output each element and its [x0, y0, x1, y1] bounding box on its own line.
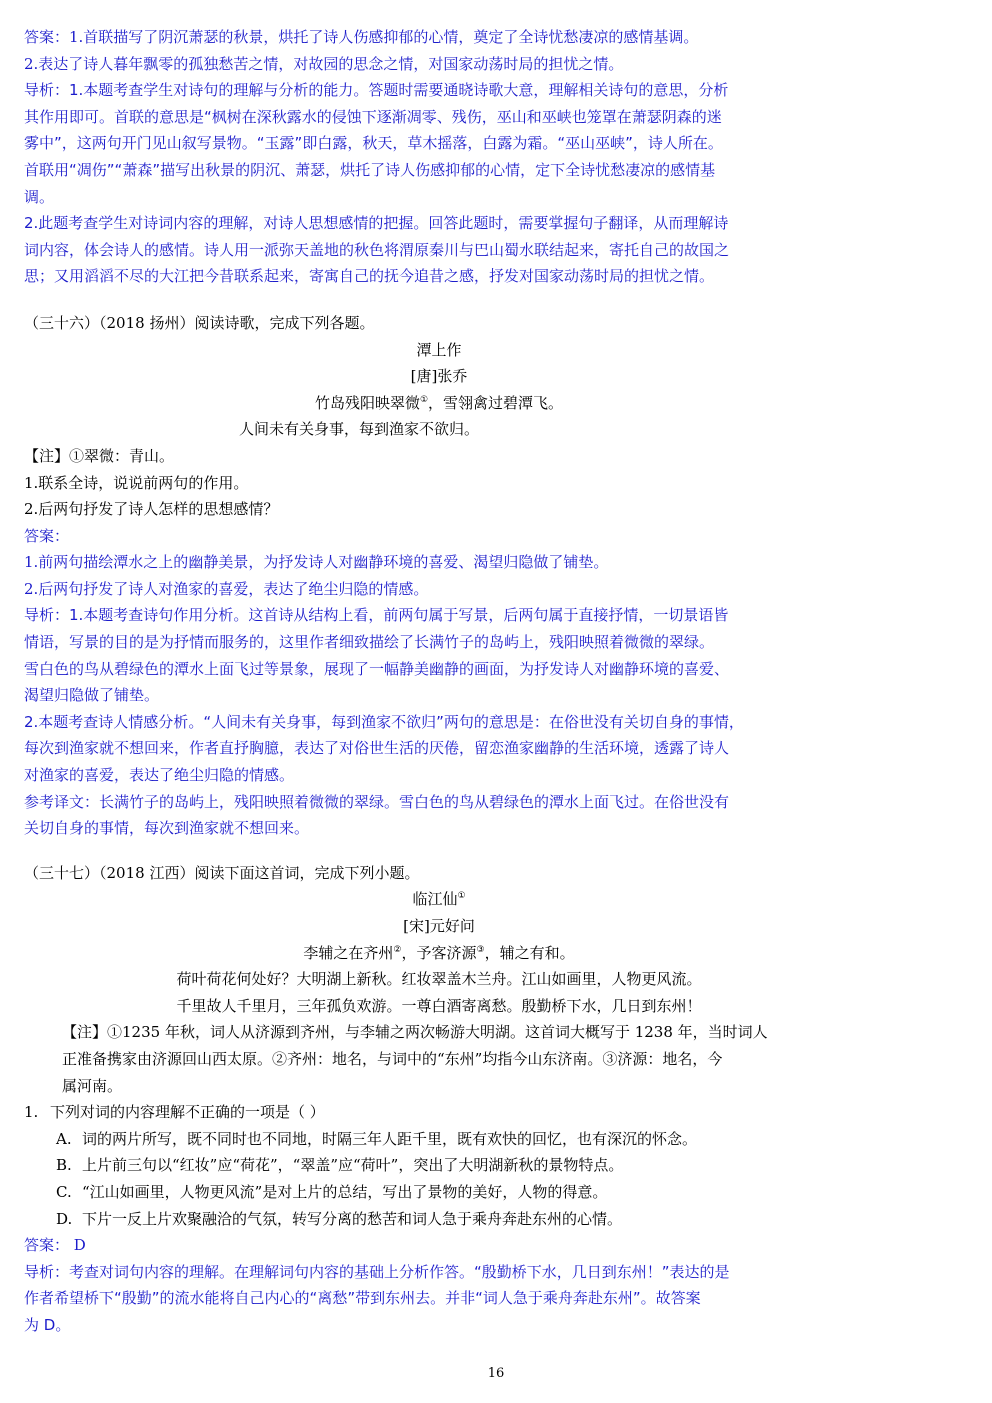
answer-line: 答案：1.首联描写了阴沉萧瑟的秋景，烘托了诗人伤感抑郁的心情，奠定了全诗忧愁凄凉的感情基调。: [24, 28, 699, 46]
note-marker: ③: [476, 944, 485, 955]
preface-text: ，辅之有和。: [484, 943, 575, 962]
option-c: [24, 1179, 854, 1206]
sec37-heading: （三十七）（2018 江西）阅读下面这首词，完成下列小题。: [24, 863, 420, 882]
note-line: 【注】①1235 年秋，词人从济源到齐州，与李辅之两次畅游大明湖。这首词大概写于 1238 年，当时词人: [62, 1023, 768, 1042]
option-letter: C.: [56, 1182, 72, 1201]
note-marker: ②: [393, 944, 402, 955]
poem-author: [唐]张乔: [410, 367, 468, 386]
analysis-line: 渴望归隐做了铺垫。: [24, 686, 160, 705]
poem-stanza: 千里故人千里月，三年孤负欢游。一尊白酒寄离愁。殷勤桥下水，几日到东州！: [176, 996, 702, 1015]
analysis-line: 情语，写景的目的是为抒情而服务的，这里作者细致描绘了长满竹子的岛屿上，残阳映照着微微的翠绿。: [24, 633, 715, 652]
poem-title: 潭上作: [416, 340, 462, 359]
sec37-analysis: [24, 1259, 854, 1339]
analysis-line: 词内容，体会诗人的感情。诗人用一派弥天盖地的秋色将渭原秦川与巴山蜀水联结起来，寄托自己的故国之: [24, 240, 730, 259]
poem-title-text: 临江仙: [412, 890, 458, 909]
options-list: [24, 1126, 854, 1232]
page-number: 16: [487, 1366, 505, 1381]
note-marker: ①: [457, 891, 466, 902]
poem-stanza: 荷叶荷花何处好？大明湖上新秋。红妆翠盖木兰舟。江山如画里，人物更风流。: [176, 970, 702, 989]
analysis-line: 作者希望桥下“殷勤”的流水能将自己内心的“离愁”带到东州去。并非“词人急于乘舟奔赴东州”。故答案: [24, 1289, 701, 1308]
option-a: [24, 1126, 854, 1153]
poem-note: 【注】①翠微：青山。: [24, 446, 175, 465]
answer-line: 1.前两句描绘潭水之上的幽静美景，为抒发诗人对幽静环境的喜爱、渴望归隐做了铺垫。: [24, 553, 609, 572]
preface-text: ，予客济源: [401, 943, 477, 962]
document-page: [24, 24, 854, 1339]
question: 2.后两句抒发了诗人怎样的思想感情？: [24, 500, 279, 519]
poem-line-text: ，雪翎禽过碧潭飞。: [428, 393, 564, 412]
poem-author: [宋]元好问: [403, 917, 475, 935]
poem-title: [24, 886, 854, 913]
answer-line: 2.后两句抒发了诗人对渔家的喜爱，表达了绝尘归隐的情感。: [24, 579, 429, 598]
option-text: 下片一反上片欢聚融洽的气氛，转写分离的愁苦和词人急于乘舟奔赴东州的心情。: [82, 1209, 623, 1228]
option-b: [24, 1152, 854, 1179]
option-text: 上片前三句以“红妆”应“荷花”，“翠盖”应“荷叶”，突出了大明湖新秋的景物特点。: [82, 1156, 624, 1175]
option-d: [24, 1206, 854, 1233]
option-letter: A.: [56, 1129, 72, 1148]
option-letter: B.: [56, 1156, 72, 1175]
poem-line: [24, 390, 854, 417]
translation-line: 参考译文：长满竹子的岛屿上，残阳映照着微微的翠绿。雪白色的鸟从碧绿色的潭水上面飞过。在俗世没有: [24, 792, 730, 811]
poem-line: 人间未有关身事，每到渔家不欲归。: [239, 420, 480, 439]
analysis-line: 2.本题考查诗人情感分析。“人间未有关身事，每到渔家不欲归”两句的意思是：在俗世没有关切自身的事情，: [24, 712, 744, 731]
question: [24, 1099, 854, 1126]
analysis-line: 首联用“凋伤”“萧森”描写出秋景的阴沉、萧瑟，烘托了诗人伤感抑郁的心情，定下全诗忧愁凄凉的感情基: [24, 160, 716, 179]
sec36-answer: [24, 523, 854, 603]
note-line: 属河南。: [62, 1076, 123, 1095]
question: 1.联系全诗，说说前两句的作用。: [24, 473, 249, 492]
option-letter: D.: [56, 1209, 73, 1228]
sec36-heading: （三十六）（2018 扬州）阅读诗歌，完成下列各题。: [24, 313, 375, 332]
note-marker: ①: [419, 394, 429, 405]
sec37-answer: 答案： D: [24, 1236, 86, 1255]
translation-line: 关切自身的事情，每次到渔家就不想回来。: [24, 819, 310, 838]
analysis-line: 其作用即可。首联的意思是“枫树在深秋露水的侵蚀下逐渐凋零、残伤，巫山和巫峡也笼罩在萧瑟阴森的迷: [24, 107, 722, 126]
answer-label: 答案：: [24, 526, 70, 545]
sec35-answer: [24, 24, 854, 77]
analysis-line: 每次到渔家就不想回来，作者直抒胸臆，表达了对俗世生活的厌倦，留恋渔家幽静的生活环境，透露了诗人: [24, 739, 730, 758]
analysis-line: 导析：1.本题考查诗句作用分析。这首诗从结构上看，前两句属于写景，后两句属于直接抒情，一切景语皆: [24, 606, 729, 625]
question-number: 1.: [24, 1103, 39, 1122]
analysis-line: 雾中”，这两句开门见山叙写景物。“玉露”即白露，秋天，草木摇落，白露为霜。“巫山巫峡”，诗人所在。: [24, 134, 723, 153]
poem-line-text: 竹岛残阳映翠微: [314, 393, 420, 412]
poem-notes: [24, 1019, 854, 1099]
analysis-line: 调。: [24, 187, 55, 206]
option-text: “江山如画里，人物更风流”是对上片的总结，写出了景物的美好，人物的得意。: [82, 1182, 608, 1201]
note-line: 正准备携家由济源回山西太原。②齐州：地名，与词中的“东州”均指今山东济南。③济源：地名，今: [62, 1049, 723, 1068]
sec36-translation: [24, 789, 854, 842]
poem-preface: [24, 940, 854, 967]
sec35-analysis: [24, 77, 854, 290]
preface-text: 李辅之在齐州: [303, 943, 394, 962]
analysis-line: 为 D。: [24, 1315, 71, 1334]
analysis-line: 对渔家的喜爱，表达了绝尘归隐的情感。: [24, 766, 295, 785]
option-text: 词的两片所写，既不同时也不同地，时隔三年人距千里，既有欢快的回忆，也有深沉的怀念。: [82, 1129, 698, 1148]
analysis-line: 导析：1.本题考查学生对诗句的理解与分析的能力。答题时需要通晓诗歌大意，理解相关诗句的意思，分析: [24, 81, 729, 100]
analysis-line: 思；又用滔滔不尽的大江把今昔联系起来，寄寓自己的抚今追昔之感，抒发对国家动荡时局的担忧之情。: [24, 267, 715, 286]
analysis-line: 导析：考查对词句内容的理解。在理解词句内容的基础上分析作答。“殷勤桥下水，几日到东州！”表达的是: [24, 1262, 730, 1281]
question-text: 下列对词的内容理解不正确的一项是（ ）: [50, 1103, 325, 1122]
analysis-line: 雪白色的鸟从碧绿色的潭水上面飞过等景象，展现了一幅静美幽静的画面，为抒发诗人对幽静环境的喜爱、: [24, 659, 730, 678]
sec36-analysis: [24, 602, 854, 788]
analysis-line: 2.此题考查学生对诗词内容的理解，对诗人思想感情的把握。回答此题时，需要掌握句子翻译，从而理解诗: [24, 214, 729, 233]
answer-line: 2.表达了诗人暮年飘零的孤独愁苦之情，对故园的思念之情，对国家动荡时局的担忧之情。: [24, 54, 624, 73]
